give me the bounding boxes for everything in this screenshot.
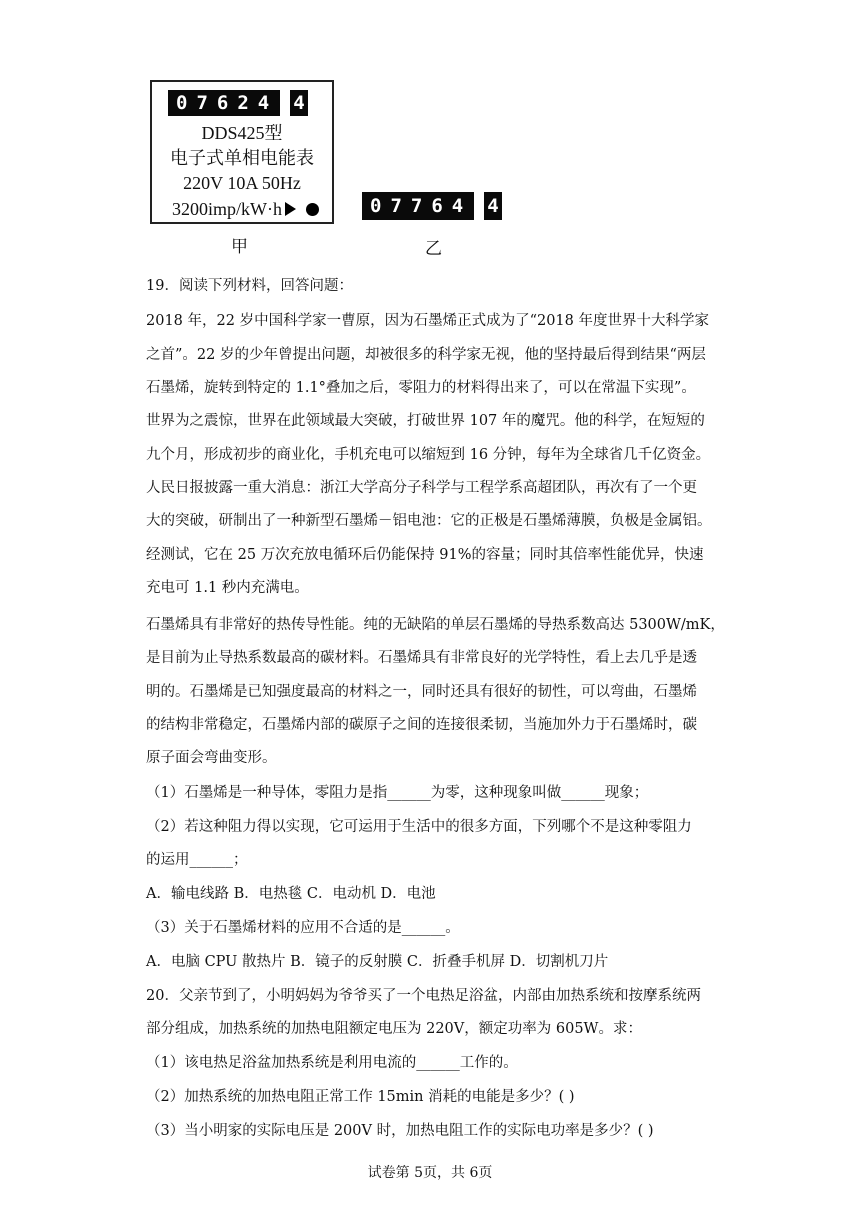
paragraph-line: 之首”。22 岁的少年曾提出问题，却被很多的科学家无视，他的坚持最后得到结果“两层 — [146, 347, 706, 363]
play-triangle-icon — [285, 202, 296, 216]
meter-yi-last-digit: 4 — [484, 192, 502, 220]
q20-sub2: （2）加热系统的加热电阻正常工作 15min 消耗的电能是多少？( ) — [146, 1089, 575, 1105]
indicator-dot-icon — [306, 203, 319, 216]
meter-jia-imp: 3200imp/kW·h — [172, 199, 282, 219]
q20-title-cont: 部分组成，加热系统的加热电阻额定电压为 220V，额定功率为 605W。求： — [146, 1021, 642, 1037]
meter-jia-name: 电子式单相电能表 — [170, 148, 314, 168]
q19-sub3: （3）关于石墨烯材料的应用不合适的是______。 — [146, 920, 460, 936]
meter-jia-imp-row — [172, 198, 319, 220]
meter-jia-caption: 甲 — [231, 237, 248, 257]
q20-sub1: （1）该电热足浴盆加热系统是利用电流的______工作的。 — [146, 1055, 518, 1071]
paragraph-line: 原子面会弯曲变形。 — [146, 750, 277, 766]
q19-sub3-options: A．电脑 CPU 散热片 B．镜子的反射膜 C．折叠手机屏 D．切割机刀片 — [146, 954, 609, 970]
q19-sub1: （1）石墨烯是一种导体，零阻力是指______为零，这种现象叫做______现象； — [146, 785, 649, 801]
paragraph-line: 大的突破，研制出了一种新型石墨烯－铝电池：它的正极是石墨烯薄膜，负极是金属铝。 — [146, 513, 712, 529]
paragraph-line: 2018 年，22 岁中国科学家一曹原，因为石墨烯正式成为了“2018 年度世界十大科学家 — [146, 313, 709, 329]
paragraph-line: 九个月，形成初步的商业化，手机充电可以缩短到 16 分钟，每年为全球省几千亿资金。 — [146, 447, 711, 463]
q20-title: 20．父亲节到了，小明妈妈为爷爷买了一个电热足浴盆，内部由加热系统和按摩系统两 — [146, 988, 701, 1004]
meter-jia-model: DDS425型 — [201, 123, 283, 143]
q19-sub2-options: A．输电线路 B．电热毯 C．电动机 D．电池 — [146, 886, 436, 902]
paragraph-line: 人民日报披露一重大消息：浙江大学高分子科学与工程学系高超团队，再次有了一个更 — [146, 480, 697, 496]
paragraph-line: 石墨烯，旋转到特定的 1.1°叠加之后，零阻力的材料得出来了，可以在常温下实现”。 — [146, 380, 696, 396]
paragraph-line: 世界为之震惊，世界在此领域最大突破，打破世界 107 年的魔咒。他的科学，在短短的 — [146, 413, 705, 429]
q19-sub2-cont: 的运用______； — [146, 852, 248, 868]
q19-sub2: （2）若这种阻力得以实现，它可运用于生活中的很多方面，下列哪个不是这种零阻力 — [146, 819, 692, 835]
paragraph-line: 是目前为止导热系数最高的碳材料。石墨烯具有非常良好的光学特性，看上去几乎是透 — [146, 650, 697, 666]
paragraph-line: 充电可 1.1 秒内充满电。 — [146, 580, 309, 596]
meter-jia-spec: 220V 10A 50Hz — [183, 173, 301, 193]
meter-yi-digits: 07764 — [362, 192, 474, 220]
paragraph-line: 经测试，它在 25 万次充放电循环后仍能保持 91%的容量；同时其倍率性能优异，快速 — [146, 547, 704, 563]
meter-jia-last-digit: 4 — [290, 90, 308, 116]
meter-jia-digits: 07624 — [168, 90, 280, 116]
q20-sub3: （3）当小明家的实际电压是 200V 时，加热电阻工作的实际电功率是多少？( ) — [146, 1123, 654, 1139]
meter-jia — [150, 80, 334, 224]
paragraph-line: 明的。石墨烯是已知强度最高的材料之一，同时还具有很好的韧性，可以弯曲，石墨烯 — [146, 684, 697, 700]
page-footer: 试卷第 5页，共 6页 — [367, 1165, 493, 1181]
paragraph-line: 石墨烯具有非常好的热传导性能。纯的无缺陷的单层石墨烯的导热系数高达 5300W/mK， — [146, 617, 725, 633]
paragraph-line: 的结构非常稳定，石墨烯内部的碳原子之间的连接很柔韧，当施加外力于石墨烯时，碳 — [146, 717, 697, 733]
meter-yi-caption: 乙 — [425, 239, 442, 259]
q19-title: 19．阅读下列材料，回答问题： — [146, 278, 353, 294]
